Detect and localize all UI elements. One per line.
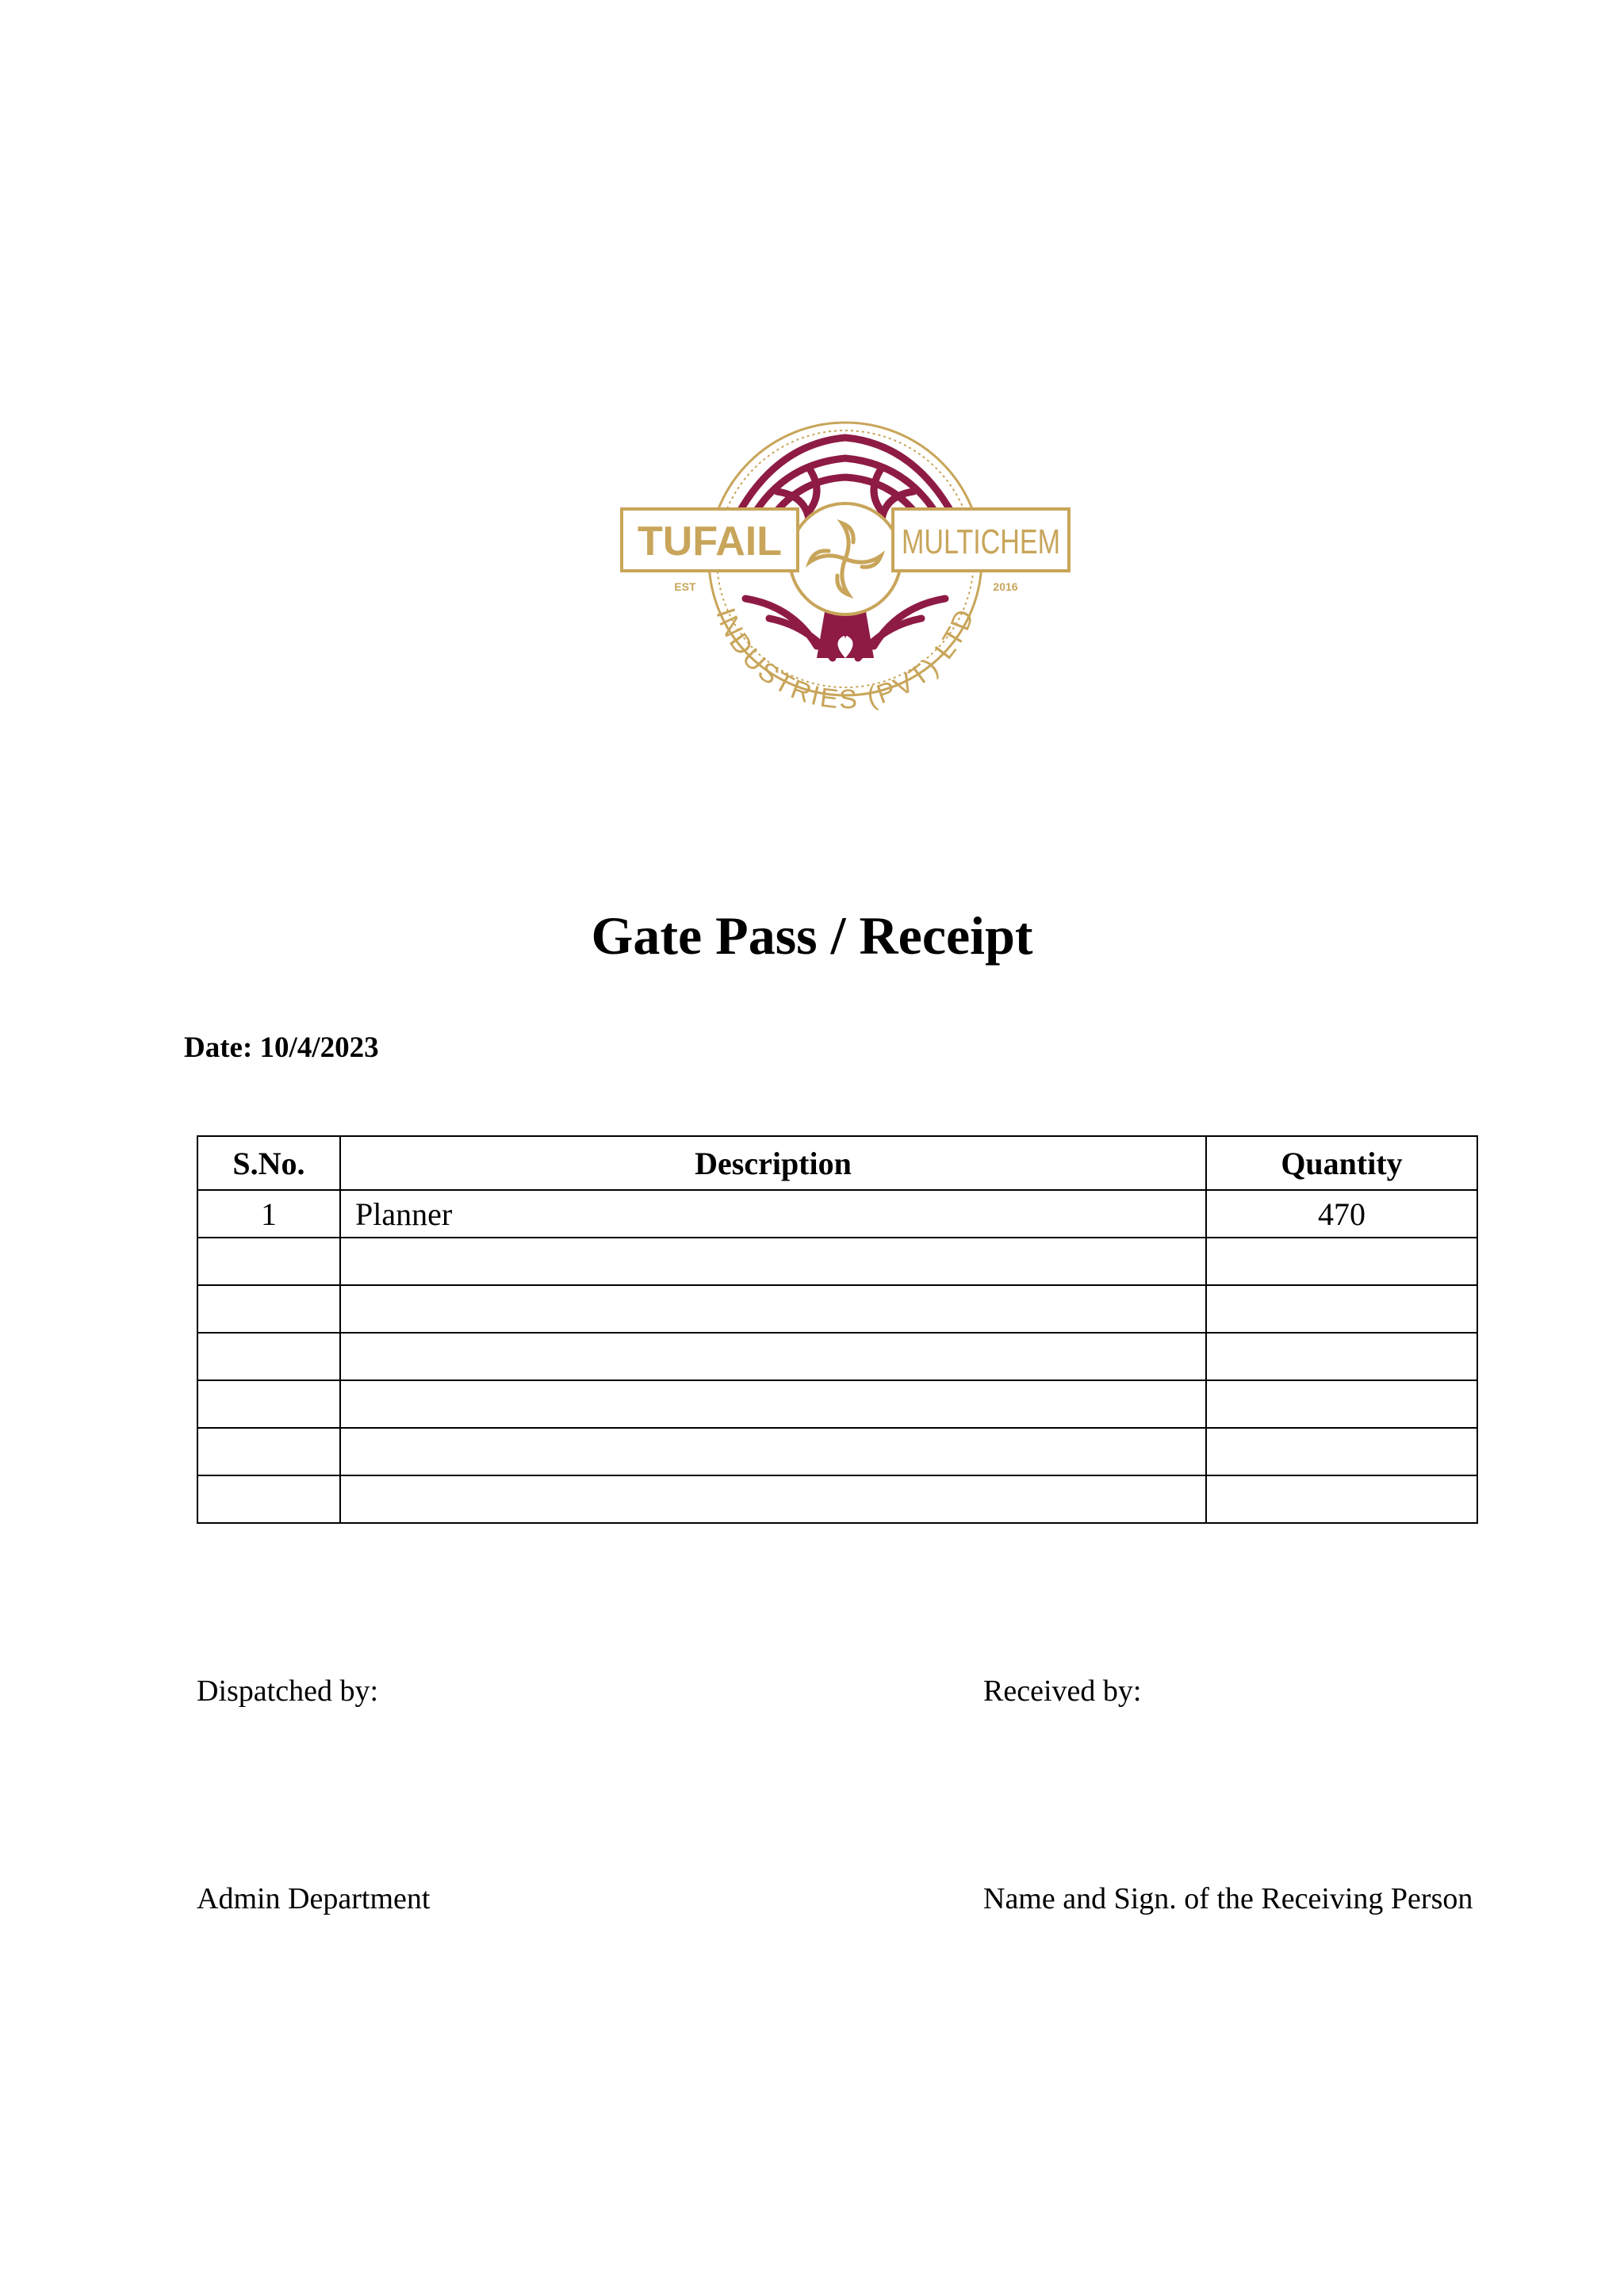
table-row [197, 1190, 1477, 1238]
cell-sno [197, 1238, 340, 1285]
logo-right-word: MULTICHEM [902, 522, 1060, 561]
table-row [197, 1333, 1477, 1380]
header-sno: S.No. [197, 1136, 340, 1190]
cell-quantity [1206, 1333, 1477, 1380]
cell-description [340, 1333, 1206, 1380]
table-row [197, 1428, 1477, 1475]
cell-description [340, 1238, 1206, 1285]
cell-description [340, 1475, 1206, 1523]
logo-est: EST [674, 580, 696, 593]
logo-left-word: TUFAIL [638, 519, 782, 564]
cell-sno [197, 1380, 340, 1428]
date-label: Date: 10/4/2023 [184, 1031, 379, 1064]
cell-quantity [1206, 1428, 1477, 1475]
table-row [197, 1285, 1477, 1333]
dispatched-by-label: Dispatched by: [197, 1674, 379, 1708]
company-logo [619, 420, 1072, 714]
cell-sno [197, 1333, 340, 1380]
header-quantity: Quantity [1206, 1136, 1477, 1190]
table-row [197, 1475, 1477, 1523]
cell-quantity: 470 [1206, 1190, 1477, 1238]
cell-quantity [1206, 1380, 1477, 1428]
cell-quantity [1206, 1285, 1477, 1333]
logo-year: 2016 [993, 580, 1018, 593]
cell-description: Planner [340, 1190, 1206, 1238]
cell-description [340, 1428, 1206, 1475]
cell-sno [197, 1428, 340, 1475]
cell-description [340, 1380, 1206, 1428]
items-table [197, 1135, 1478, 1524]
dispatcher-name: Admin Department [197, 1882, 431, 1915]
table-row [197, 1380, 1477, 1428]
received-by-label: Received by: [983, 1674, 1142, 1708]
cell-quantity [1206, 1475, 1477, 1523]
receiver-signature-caption: Name and Sign. of the Receiving Person [983, 1882, 1473, 1915]
cell-sno: 1 [197, 1190, 340, 1238]
logo-arc-text: INDUSTRIES (PVT) LTD [710, 603, 981, 714]
cell-description [340, 1285, 1206, 1333]
cell-sno [197, 1285, 340, 1333]
page-title: Gate Pass / Receipt [591, 905, 1033, 966]
header-description: Description [340, 1136, 1206, 1190]
cell-sno [197, 1475, 340, 1523]
table-row [197, 1238, 1477, 1285]
cell-quantity [1206, 1238, 1477, 1285]
table-header-row [197, 1136, 1477, 1190]
